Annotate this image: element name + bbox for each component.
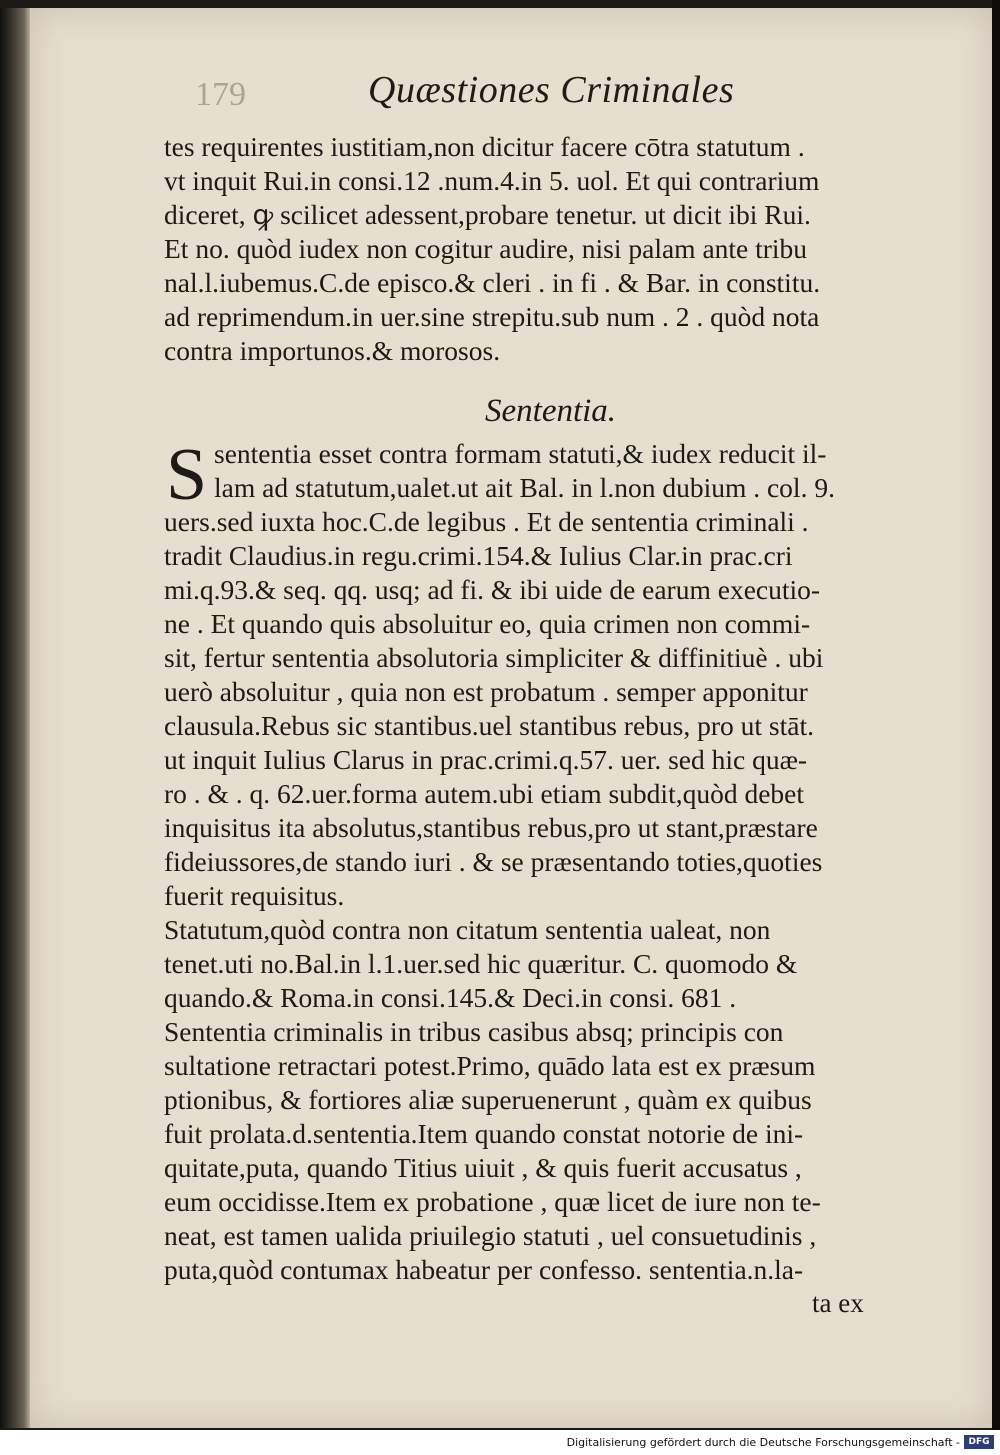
text-line: Et no. quòd iudex non cogitur audire, nisi palam ante tribu <box>164 233 808 264</box>
text-line: clausula.Rebus sic stantibus.uel stantibus rebus, pro ut stāt. <box>164 710 814 741</box>
text-block-main <box>164 434 934 1287</box>
text-line: sultatione retractari potest.Primo, quādo lata est ex præsum <box>164 1050 816 1081</box>
text-line: ut inquit Iulius Clarus in prac.crimi.q.57. uer. sed hic quæ- <box>164 744 808 775</box>
text-line: uerò absoluitur , quia non est probatum . semper apponitur <box>164 676 808 707</box>
text-line: diceret, ꝙ scilicet adessent,probare tenetur. ut dicit ibi Rui. <box>164 199 811 230</box>
text-line: sententia esset contra formam statuti,& iudex reducit il- <box>214 438 827 469</box>
text-line: vt inquit Rui.in consi.12 .num.4.in 5. uol. Et qui contrarium <box>164 165 820 196</box>
text-line: contra importunos.& morosos. <box>164 335 501 366</box>
text-line: Sententia criminalis in tribus casibus absq; principis con <box>164 1016 784 1047</box>
page-header <box>0 68 1000 114</box>
text-line: lam ad statutum,ualet.ut ait Bal. in l.non dubium . col. 9. <box>214 472 835 503</box>
text-line: puta,quòd contumax habeatur per confesso. sententia.n.la- <box>164 1254 804 1285</box>
text-line: uers.sed iuxta hoc.C.de legibus . Et de sententia criminali . <box>164 506 809 537</box>
running-head: Quæstiones Criminales <box>368 69 735 111</box>
text-line: quitate,puta, quando Titius uiuit , & quis fuerit accusatus , <box>164 1152 802 1183</box>
footer-bar <box>0 1430 1000 1455</box>
dfg-logo: DFG <box>964 1435 994 1449</box>
text-line: mi.q.93.& seq. qq. usq; ad fi. & ibi uide de earum executio- <box>164 574 821 605</box>
text-line: ptionibus, & fortiores aliæ superuenerunt , quàm ex quibus <box>164 1084 812 1115</box>
text-line: fuit prolata.d.sententia.Item quando constat notorie de ini- <box>164 1118 804 1149</box>
text-line: quando.& Roma.in consi.145.& Deci.in consi. 681 . <box>164 982 737 1013</box>
text-line: Statutum,quòd contra non citatum sententia ualeat, non <box>164 914 771 945</box>
text-line: ne . Et quando quis absoluitur eo, quia crimen non commi- <box>164 608 811 639</box>
text-line: sit, fertur sententia absolutoria simpliciter & diffinitiuè . ubi <box>164 642 824 673</box>
catchword: ta ex <box>812 1288 864 1318</box>
text-line: fuerit requisitus. <box>164 880 345 911</box>
digitization-credit: Digitalisierung gefördert durch die Deutsche Forschungsgemeinschaft - <box>566 1436 960 1449</box>
section-heading: Sententia. <box>485 393 617 429</box>
page-number-bleedthrough: 179 <box>195 76 246 113</box>
text-line: inquisitus ita absolutus,stantibus rebus,pro ut stant,præstare <box>164 812 818 843</box>
text-line: eum occidisse.Item ex probatione , quæ licet de iure non te- <box>164 1186 821 1217</box>
text-line: tenet.uti no.Bal.in l.1.uer.sed hic quæritur. C. quomodo & <box>164 948 798 979</box>
text-line: ad reprimendum.in uer.sine strepitu.sub num . 2 . quòd nota <box>164 301 820 332</box>
text-line: ro . & . q. 62.uer.forma autem.ubi etiam subdit,quòd debet <box>164 778 805 809</box>
page-edge-dark <box>992 0 1000 1430</box>
page-gutter-shadow <box>0 8 30 1428</box>
text-line: tes requirentes iustitiam,non dicitur facere cōtra statutum . <box>164 131 805 162</box>
text-block-top <box>164 130 934 368</box>
text-line: fideiussores,de stando iuri . & se præsentando toties,quoties <box>164 846 823 877</box>
text-line: neat, est tamen ualida priuilegio statuti , uel consuetudinis , <box>164 1220 817 1251</box>
text-line: nal.l.iubemus.C.de episco.& cleri . in fi . & Bar. in constitu. <box>164 267 821 298</box>
drop-cap: S <box>166 434 208 516</box>
text-line: tradit Claudius.in regu.crimi.154.& Iulius Clar.in prac.cri <box>164 540 793 571</box>
